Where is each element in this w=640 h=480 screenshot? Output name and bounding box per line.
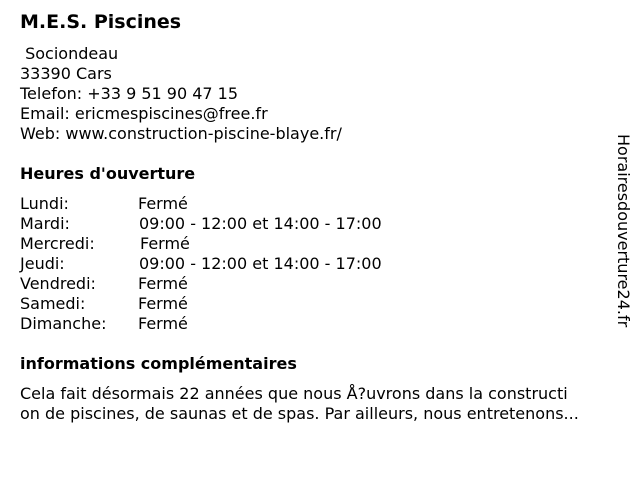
day-hours: Fermé [140,234,190,253]
info-heading: informations complémentaires [20,354,297,373]
info-line-2: on de piscines, de saunas et de spas. Par ailleurs, nous entretenons... [20,404,579,423]
street: Sociondeau [20,44,119,63]
business-name: M.E.S. Piscines [20,11,182,33]
site-watermark: Horairesdouverture24.fr [614,134,633,328]
day-hours: Fermé [138,314,188,333]
phone: Telefon: +33 9 51 90 47 15 [20,84,239,103]
hours-heading: Heures d'ouverture [20,164,196,183]
day-label: Lundi: [20,194,69,213]
info-text [20,384,635,424]
contact-block [20,44,342,144]
day-hours: Fermé [138,194,188,213]
email: Email: ericmespiscines@free.fr [20,104,268,123]
day-label: Dimanche: [20,314,107,333]
day-label: Mercredi: [20,234,95,253]
day-label: Samedi: [20,294,86,313]
day-label: Vendredi: [20,274,96,293]
day-hours: Fermé [138,274,188,293]
day-hours: Fermé [138,294,188,313]
day-label: Mardi: [20,214,70,233]
city: 33390 Cars [20,64,112,83]
info-line-1: Cela fait désormais 22 années que nous Å?uvrons dans la constructi [20,384,568,403]
day-hours: 09:00 - 12:00 et 14:00 - 17:00 [139,214,382,233]
day-label: Jeudi: [20,254,65,273]
website: Web: www.construction-piscine-blaye.fr/ [20,124,342,143]
day-hours: 09:00 - 12:00 et 14:00 - 17:00 [139,254,382,273]
